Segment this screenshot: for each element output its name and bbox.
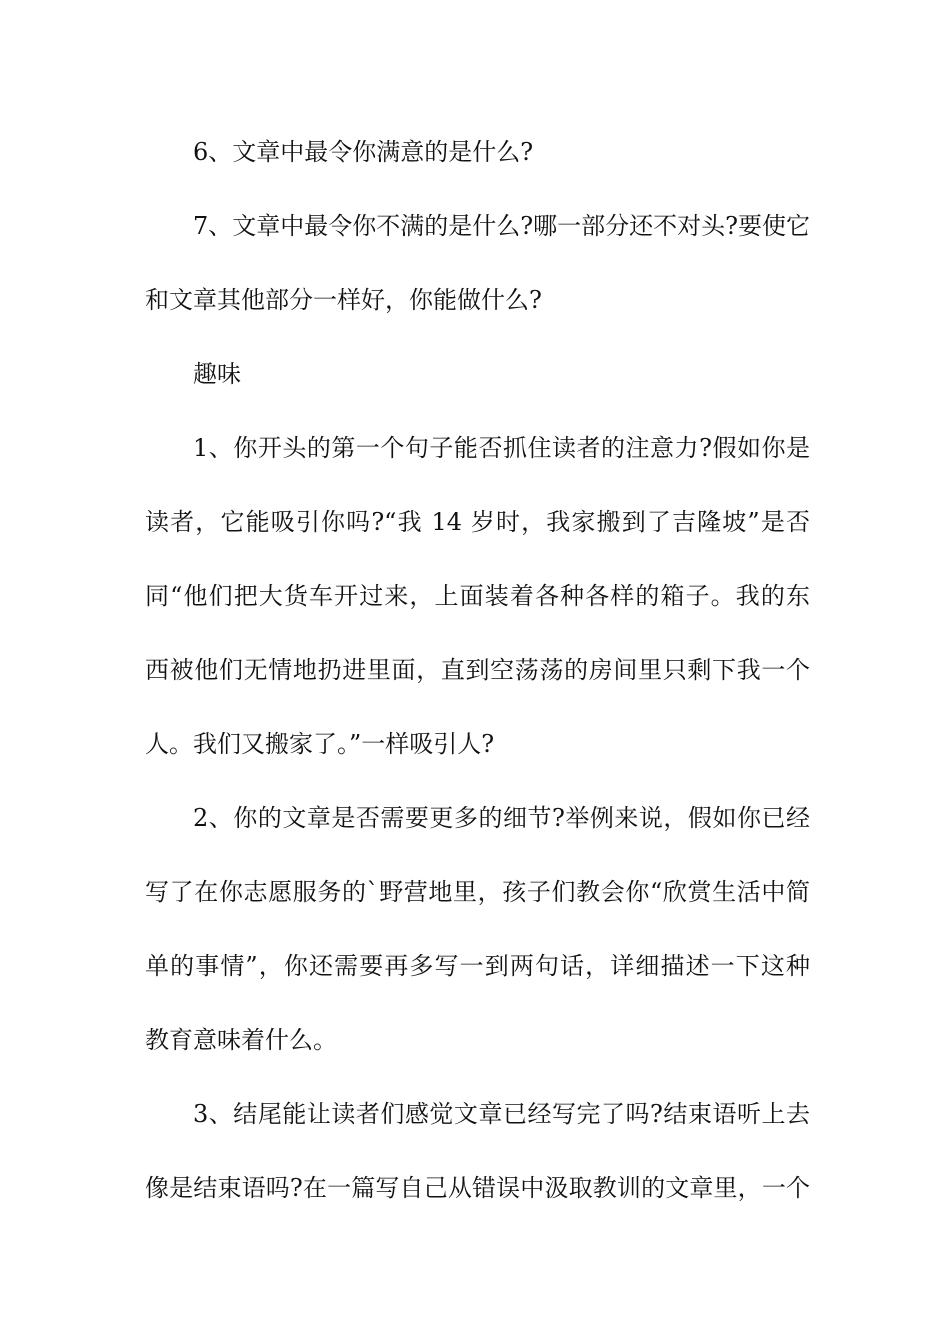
question-2-line-2: 写了在你志愿服务的`野营地里，孩子们教会你“欣赏生活中简 xyxy=(145,878,810,906)
question-2-line-1: 2、你的文章是否需要更多的细节?举例来说，假如你已经 xyxy=(193,804,810,832)
question-1-line-3: 同“他们把大货车开过来，上面装着各种各样的箱子。我的东 xyxy=(145,582,810,610)
section-heading-interest: 趣味 xyxy=(193,360,241,388)
question-3-line-1: 3、结尾能让读者们感觉文章已经写完了吗?结束语听上去 xyxy=(193,1100,810,1128)
question-1-line-1: 1、你开头的第一个句子能否抓住读者的注意力?假如你是 xyxy=(193,434,810,462)
question-2-line-4: 教育意味着什么。 xyxy=(145,1026,337,1054)
question-7-line-1: 7、文章中最令你不满的是什么?哪一部分还不对头?要使它 xyxy=(193,212,811,240)
question-7-line-2: 和文章其他部分一样好，你能做什么? xyxy=(145,286,542,314)
question-6-line: 6、文章中最令你满意的是什么? xyxy=(193,138,534,166)
question-3-line-2: 像是结束语吗?在一篇写自己从错误中汲取教训的文章里，一个 xyxy=(145,1174,810,1202)
question-1-line-2: 读者，它能吸引你吗?“我 14 岁时，我家搬到了吉隆坡”是否 xyxy=(145,508,810,536)
question-2-line-3: 单的事情”，你还需要再多写一到两句话，详细描述一下这种 xyxy=(145,952,810,980)
question-1-line-5: 人。我们又搬家了。”一样吸引人? xyxy=(145,730,495,758)
question-1-line-4: 西被他们无情地扔进里面，直到空荡荡的房间里只剩下我一个 xyxy=(145,656,810,684)
